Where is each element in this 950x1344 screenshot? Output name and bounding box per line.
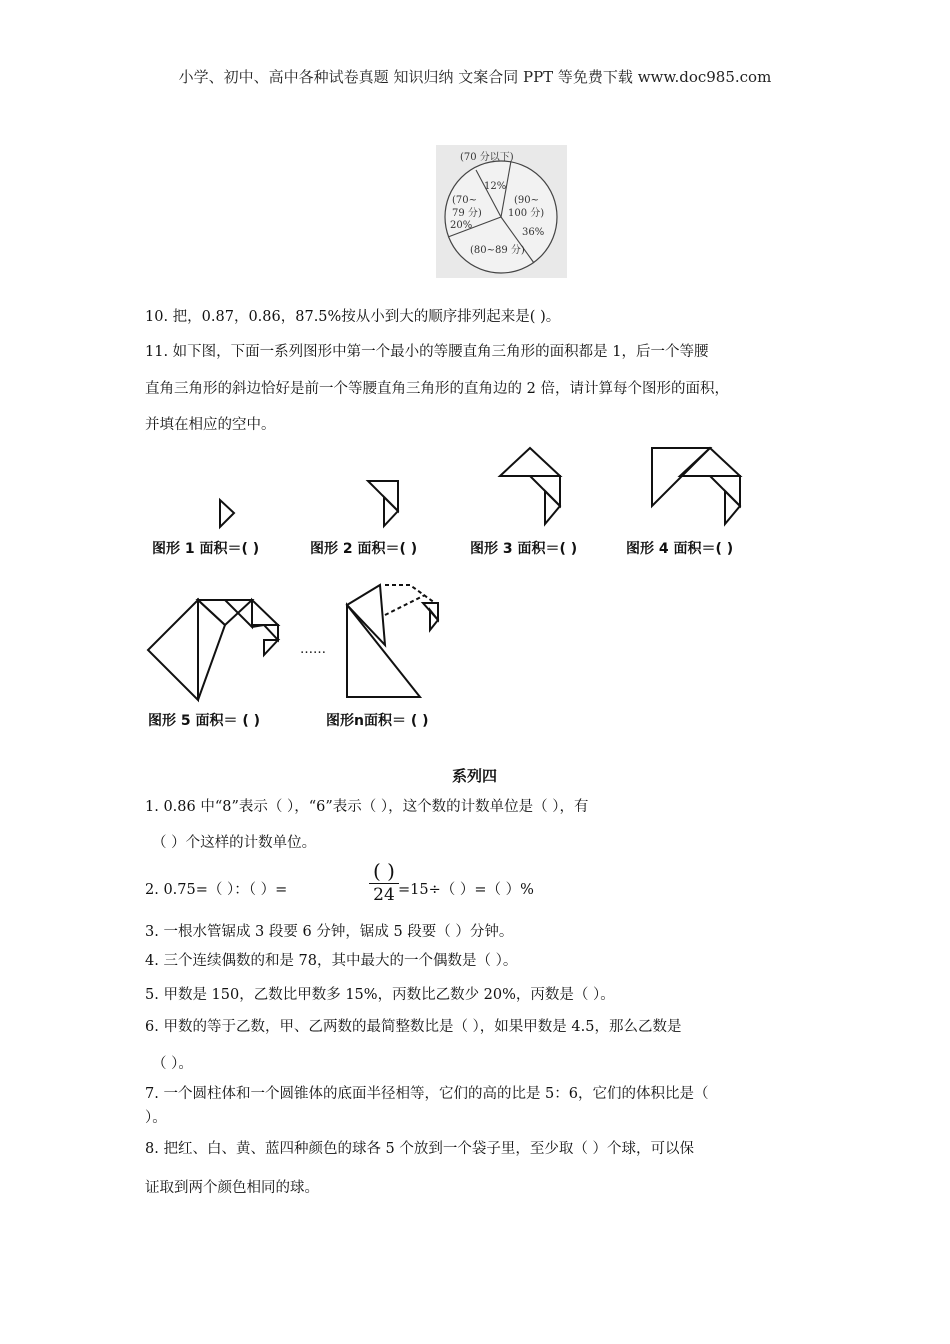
question-b1-line1: 1. 0.86 中“8”表示（ ），“6”表示（ ），这个数的计数单位是（ ），有 xyxy=(145,799,589,815)
pie-label-right-2: 100 分) xyxy=(508,208,545,219)
question-b6-line2: （ ）。 xyxy=(152,1056,193,1072)
question-b2-fraction xyxy=(369,860,399,905)
pie-label-left-1: (70~ xyxy=(452,195,478,206)
question-11-line2: 直角三角形的斜边恰好是前一个等腰直角三角形的直角边的 2 倍，请计算每个图形的面积， xyxy=(145,381,729,397)
question-b7-line2: ）。 xyxy=(145,1110,167,1126)
question-b7-line1: 7. 一个圆柱体和一个圆锥体的底面半径相等，它们的高的比是 5：6，它们的体积比是（ xyxy=(145,1086,709,1102)
fraction-denominator: 24 xyxy=(373,885,395,905)
question-b5: 5. 甲数是 150，乙数比甲数多 15%，丙数比乙数少 20%，丙数是（ ）。 xyxy=(145,987,615,1003)
pie-pct-right: 36% xyxy=(522,227,545,238)
question-b3: 3. 一根水管锯成 3 段要 6 分钟，锯成 5 段要（ ）分钟。 xyxy=(145,924,514,940)
question-11-line3: 并填在相应的空中。 xyxy=(145,417,276,433)
pie-label-bottom: (80~89 分) xyxy=(470,245,525,256)
figure-5-shape xyxy=(148,600,278,700)
question-11-line1: 11. 如下图，下面一系列图形中第一个最小的等腰直角三角形的面积都是 1，后一个等腰 xyxy=(145,344,709,360)
pie-pct-top: 12% xyxy=(484,181,507,192)
fraction-bar xyxy=(369,883,399,884)
figure-5-label: 图形 5 面积＝ ( ) xyxy=(148,713,261,729)
pie-label-right-1: (90~ xyxy=(514,195,540,206)
figure-4-label: 图形 4 面积＝( ) xyxy=(626,541,734,557)
pie-chart-image xyxy=(436,145,567,278)
section-title: 系列四 xyxy=(452,767,498,785)
pie-label-top: (70 分以下) xyxy=(460,152,514,163)
question-b1-line2: （ ）个这样的计数单位。 xyxy=(152,835,317,851)
figure-2-shape xyxy=(368,481,398,526)
figure-3-shape xyxy=(500,448,560,524)
question-10: 10. 把，0.87，0.86，87.5%按从小到大的顺序排列起来是( )。 xyxy=(145,309,561,325)
fraction-numerator: ( ) xyxy=(373,859,395,883)
page-header: 小学、初中、高中各种试卷真题 知识归纳 文案合同 PPT 等免费下载 www.doc985.com xyxy=(178,68,772,86)
pie-pct-left: 20% xyxy=(450,220,473,231)
figure-1-shape xyxy=(220,500,234,527)
triangle-figures-row1 xyxy=(140,440,800,540)
figure-n-label: 图形n面积＝ ( ) xyxy=(326,713,429,729)
figure-2-label: 图形 2 面积＝( ) xyxy=(310,541,418,557)
figure-n-shape xyxy=(347,585,438,697)
question-b6-line1: 6. 甲数的等于乙数，甲、乙两数的最简整数比是（ ），如果甲数是 4.5，那么乙数是 xyxy=(145,1019,682,1035)
question-b2-suffix: =15÷（ ）=（ ）% xyxy=(398,882,534,898)
triangle-figures-row2 xyxy=(140,575,460,710)
pie-label-left-2: 79 分) xyxy=(452,208,482,219)
question-b8-line1: 8. 把红、白、黄、蓝四种颜色的球各 5 个放到一个袋子里，至少取（ ）个球，可以保 xyxy=(145,1141,694,1157)
question-b4: 4. 三个连续偶数的和是 78，其中最大的一个偶数是（ ）。 xyxy=(145,953,518,969)
question-b2-prefix: 2. 0.75=（ ）：（ ）= xyxy=(145,882,288,898)
figure-ellipsis: …… xyxy=(300,642,326,657)
figure-1-label: 图形 1 面积＝( ) xyxy=(152,541,260,557)
question-b8-line2: 证取到两个颜色相同的球。 xyxy=(145,1180,319,1196)
figure-4-shape xyxy=(652,448,740,524)
figure-3-label: 图形 3 面积＝( ) xyxy=(470,541,578,557)
